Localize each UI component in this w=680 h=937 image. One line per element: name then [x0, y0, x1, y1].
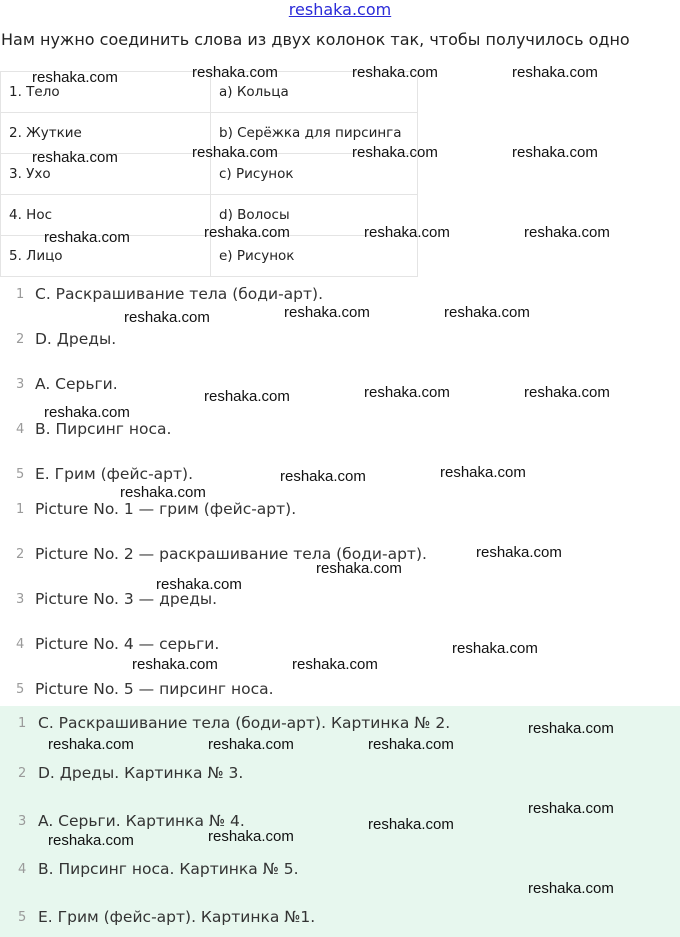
item-text: C. Раскрашивание тела (боди-арт).: [35, 285, 324, 303]
item-text: E. Грим (фейс-арт).: [35, 465, 193, 483]
watermark: reshaka.com: [156, 576, 242, 593]
watermark: reshaka.com: [528, 720, 614, 737]
item-number: 5: [16, 467, 25, 482]
watermark: reshaka.com: [44, 229, 130, 246]
list-item: [0, 420, 680, 444]
watermark: reshaka.com: [120, 484, 206, 501]
item-number: 2: [16, 547, 25, 562]
watermark: reshaka.com: [352, 144, 438, 161]
watermark: reshaka.com: [512, 64, 598, 81]
watermark: reshaka.com: [452, 640, 538, 657]
watermark: reshaka.com: [48, 832, 134, 849]
item-number: 4: [16, 422, 25, 437]
list-item: [0, 500, 680, 524]
watermark: reshaka.com: [204, 224, 290, 241]
right-cell: d) Волосы: [211, 195, 418, 236]
task-intro: Нам нужно соединить слова из двух колонок так, чтобы получилось одно: [1, 30, 630, 49]
watermark: reshaka.com: [524, 224, 610, 241]
item-text: A. Серьги.: [35, 375, 118, 393]
watermark: reshaka.com: [316, 560, 402, 577]
item-number: 3: [16, 592, 25, 607]
watermark: reshaka.com: [444, 304, 530, 321]
watermark: reshaka.com: [124, 309, 210, 326]
item-text: Picture No. 3 — дреды.: [35, 590, 218, 608]
item-text: B. Пирсинг носа.: [35, 420, 172, 438]
watermark: reshaka.com: [368, 816, 454, 833]
right-cell: a) Кольца: [211, 72, 418, 113]
watermark: reshaka.com: [284, 304, 370, 321]
watermark: reshaka.com: [528, 880, 614, 897]
right-cell: b) Серёжка для пирсинга: [211, 113, 418, 154]
watermark: reshaka.com: [292, 656, 378, 673]
item-number: 2: [18, 766, 27, 781]
item-number: 3: [16, 377, 25, 392]
item-number: 1: [16, 287, 25, 302]
watermark: reshaka.com: [280, 468, 366, 485]
left-cell: 3. Ухо: [1, 154, 211, 195]
item-number: 4: [16, 637, 25, 652]
list-item: [0, 330, 680, 354]
item-text: A. Серьги. Картинка № 4.: [38, 812, 245, 830]
item-text: B. Пирсинг носа. Картинка № 5.: [38, 860, 299, 878]
watermark: reshaka.com: [364, 224, 450, 241]
left-cell: 1. Тело: [1, 72, 211, 113]
left-cell: 5. Лицо: [1, 236, 211, 277]
watermark: reshaka.com: [204, 388, 290, 405]
item-text: D. Дреды.: [35, 330, 117, 348]
watermark: reshaka.com: [32, 149, 118, 166]
watermark: reshaka.com: [208, 736, 294, 753]
item-number: 4: [18, 862, 27, 877]
item-number: 5: [16, 682, 25, 697]
watermark: reshaka.com: [368, 736, 454, 753]
item-text: E. Грим (фейс-арт). Картинка №1.: [38, 908, 316, 926]
left-cell: 4. Нос: [1, 195, 211, 236]
watermark: reshaka.com: [440, 464, 526, 481]
watermark: reshaka.com: [524, 384, 610, 401]
item-number: 1: [16, 502, 25, 517]
right-cell: e) Рисунок: [211, 236, 418, 277]
list-item: [0, 680, 680, 704]
watermark: reshaka.com: [476, 544, 562, 561]
item-text: Picture No. 2 — раскрашивание тела (боди-арт).: [35, 545, 427, 563]
item-number: 3: [18, 814, 27, 829]
item-text: C. Раскрашивание тела (боди-арт). Картинка № 2.: [38, 714, 451, 732]
watermark: reshaka.com: [528, 800, 614, 817]
item-text: D. Дреды. Картинка № 3.: [38, 764, 244, 782]
watermark: reshaka.com: [208, 828, 294, 845]
watermark: reshaka.com: [364, 384, 450, 401]
list-item: [0, 764, 680, 788]
item-text: Picture No. 1 — грим (фейс-арт).: [35, 500, 297, 518]
list-item: [0, 590, 680, 614]
item-text: Picture No. 5 — пирсинг носа.: [35, 680, 274, 698]
watermark: reshaka.com: [44, 404, 130, 421]
item-number: 2: [16, 332, 25, 347]
watermark: reshaka.com: [48, 736, 134, 753]
item-text: Picture No. 4 — серьги.: [35, 635, 220, 653]
watermark: reshaka.com: [192, 144, 278, 161]
left-cell: 2. Жуткие: [1, 113, 211, 154]
watermark: reshaka.com: [32, 69, 118, 86]
list-item: [0, 908, 680, 932]
site-link[interactable]: reshaka.com: [288, 0, 392, 19]
watermark: reshaka.com: [352, 64, 438, 81]
watermark: reshaka.com: [192, 64, 278, 81]
item-number: 5: [18, 910, 27, 925]
item-number: 1: [18, 716, 27, 731]
matching-table: [0, 71, 418, 277]
right-cell: c) Рисунок: [211, 154, 418, 195]
watermark: reshaka.com: [132, 656, 218, 673]
watermark: reshaka.com: [512, 144, 598, 161]
